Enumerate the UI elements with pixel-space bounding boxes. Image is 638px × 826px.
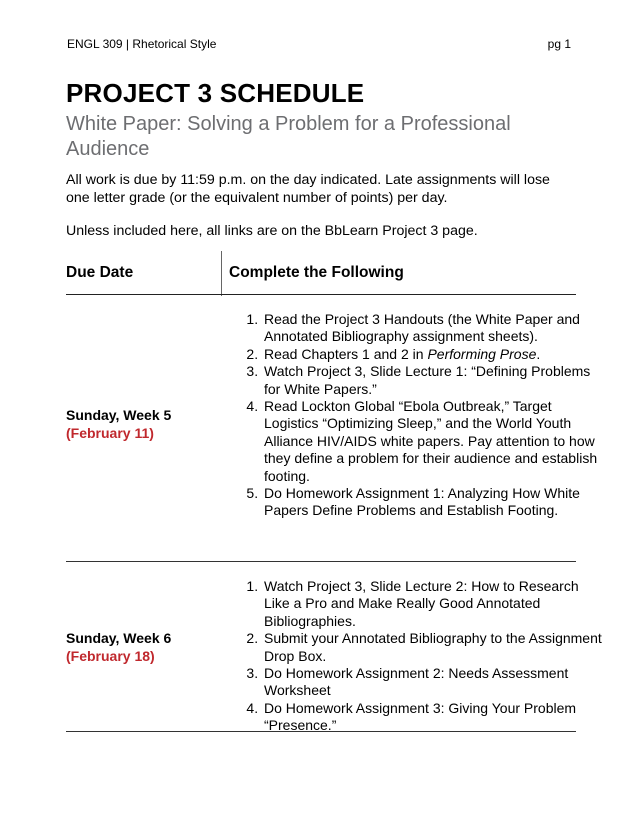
row-divider	[66, 731, 576, 732]
list-item: 2. Submit your Annotated Bibliography to the Assignment Drop Box.	[262, 630, 607, 665]
table-row-2-tasks	[232, 578, 607, 735]
page-number: pg 1	[547, 37, 571, 51]
header-column-divider	[221, 251, 222, 296]
page-subtitle: White Paper: Solving a Problem for a Professional Audience	[66, 113, 511, 160]
table-row-1-tasks	[232, 311, 607, 520]
page-title: PROJECT 3 SCHEDULE	[66, 78, 365, 108]
list-item: 4. Do Homework Assignment 3: Giving Your Problem “Presence.”	[262, 700, 607, 735]
task-text: .	[536, 345, 541, 362]
list-item: 5. Do Homework Assignment 1: Analyzing How White Papers Define Problems and Establish Footing.	[262, 485, 607, 520]
list-item: 3. Watch Project 3, Slide Lecture 1: “Defining Problems for White Papers.”	[262, 363, 607, 398]
due-date: (February 18)	[66, 648, 155, 664]
task-text: Read Chapters 1 and 2 in	[264, 345, 428, 362]
row-divider	[66, 561, 576, 562]
links-note-text: Unless included here, all links are on the BbLearn Project 3 page.	[66, 223, 478, 239]
table-row-1-due	[66, 406, 216, 442]
list-item	[262, 346, 607, 363]
running-header	[67, 37, 571, 51]
course-label: ENGL 309 | Rhetorical Style	[67, 37, 217, 51]
table-row-2-due	[66, 629, 216, 665]
due-date: (February 11)	[66, 425, 154, 441]
book-title: Performing Prose	[427, 345, 537, 362]
list-item: 3. Do Homework Assignment 2: Needs Assessment Worksheet	[262, 665, 607, 700]
list-item: 4. Read Lockton Global “Ebola Outbreak,” Target Logistics “Optimizing Sleep,” and the World Youth Alliance HIV/AIDS white papers. Pay attention to how they define a problem for their audience and establish footing.	[262, 398, 607, 485]
tasks-header: Complete the Following	[229, 264, 404, 281]
list-item: 1. Read the Project 3 Handouts (the White Paper and Annotated Bibliography assignment sheets).	[262, 311, 607, 346]
list-item: 1. Watch Project 3, Slide Lecture 2: How to Research Like a Pro and Make Really Good Annotated Bibliographies.	[262, 578, 607, 630]
header-rule	[66, 294, 576, 295]
due-day: Sunday, Week 6	[66, 630, 172, 646]
late-policy-text: All work is due by 11:59 p.m. on the day indicated. Late assignments will lose one letter grade (or the equivalent number of points) per day.	[66, 172, 550, 206]
due-date-header: Due Date	[66, 264, 134, 281]
due-day: Sunday, Week 5	[66, 407, 172, 423]
